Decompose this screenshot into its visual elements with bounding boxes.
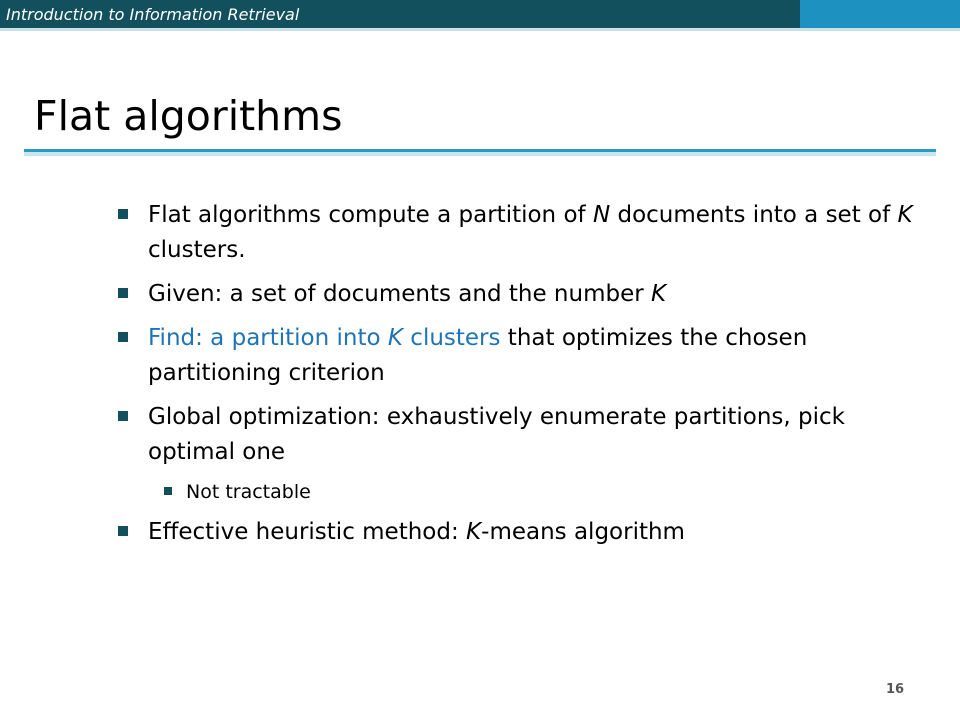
- sub-bullet-item: [164, 477, 918, 507]
- variable-k: K: [387, 325, 403, 351]
- variable-k: K: [466, 519, 482, 545]
- square-bullet-icon: [118, 411, 128, 421]
- bullet-text: Global optimization: exhaustively enumerate partitions, pick optimal one: [148, 404, 845, 465]
- course-title: Introduction to Information Retrieval: [6, 5, 300, 24]
- bullet-text: -means algorithm: [481, 519, 685, 545]
- header-accent-block: [800, 0, 960, 28]
- sub-bullet-text: Not tractable: [186, 481, 311, 503]
- page-number: 16: [885, 682, 905, 697]
- highlighted-text: Find: a partition into: [148, 325, 388, 351]
- square-bullet-icon: [118, 288, 128, 298]
- bullet-text: documents into a set of: [610, 202, 898, 228]
- bullet-list: [118, 198, 918, 559]
- square-bullet-icon: [118, 332, 128, 342]
- variable-k: K: [897, 202, 913, 228]
- header-underline: [0, 28, 960, 31]
- variable-k: K: [651, 281, 667, 307]
- bullet-text: that optimizes the chosen partitioning criterion: [148, 325, 808, 386]
- variable-n: N: [592, 202, 611, 228]
- bullet-item: [118, 515, 918, 550]
- square-bullet-icon: [118, 209, 128, 219]
- bullet-item: [118, 198, 918, 268]
- square-bullet-icon: [164, 487, 172, 495]
- highlighted-text: clusters: [402, 325, 501, 351]
- square-bullet-icon: [118, 526, 128, 536]
- bullet-text: Effective heuristic method:: [148, 519, 467, 545]
- bullet-item: [118, 321, 918, 391]
- title-rule-shadow: [24, 152, 936, 156]
- bullet-text: Flat algorithms compute a partition of: [148, 202, 593, 228]
- slide-title: Flat algorithms: [34, 92, 343, 140]
- bullet-text: clusters.: [148, 237, 246, 263]
- bullet-item: [118, 277, 918, 312]
- bullet-text: Given: a set of documents and the number: [148, 281, 652, 307]
- bullet-item: [118, 400, 918, 470]
